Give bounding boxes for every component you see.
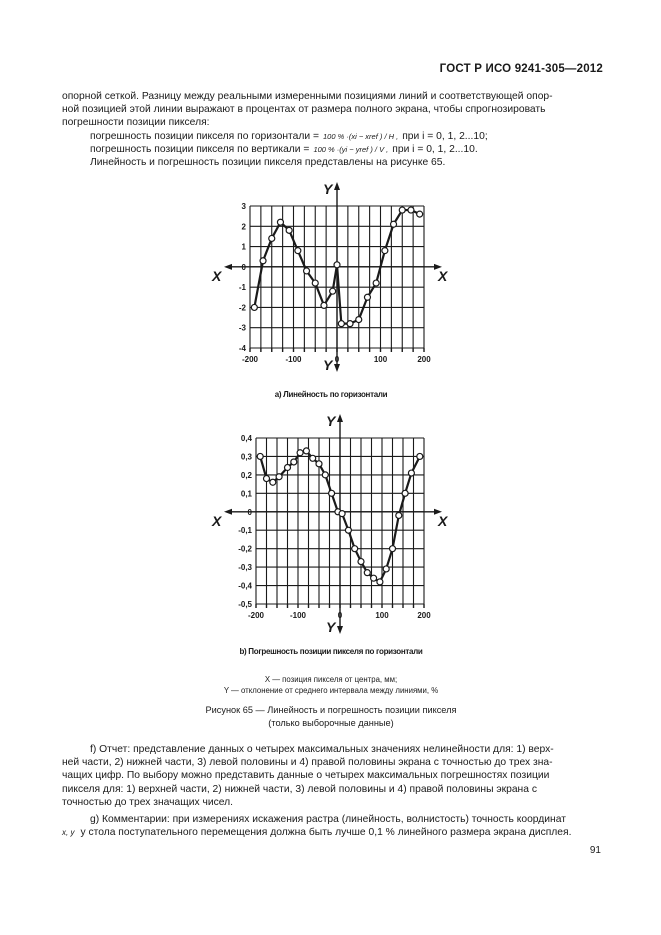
- intro-line: ной позицией этой линии выражают в процентах от размера полного экрана, чтобы спрогнозировать: [62, 104, 546, 116]
- formula-vertical: [62, 143, 600, 156]
- data-point: [402, 490, 408, 496]
- data-point: [408, 207, 414, 213]
- x-tick-label: 200: [417, 355, 431, 364]
- data-point: [316, 461, 322, 467]
- data-point: [297, 450, 303, 456]
- chart-b-caption: b) Погрешность позиции пикселя по горизонтали: [239, 647, 423, 656]
- x-tick-label: -100: [285, 355, 302, 364]
- data-point: [356, 317, 362, 323]
- formula-suffix: при i = 0, 1, 2...10;: [402, 130, 488, 142]
- data-point: [347, 321, 353, 327]
- para-line: f) Отчет: представление данных о четырех максимальных значениях нелинейности для: 1) верх-: [90, 744, 554, 755]
- data-point: [358, 559, 364, 565]
- data-point: [371, 575, 377, 581]
- data-point: [251, 304, 257, 310]
- y-tick-label: -3: [238, 323, 246, 333]
- para-line: ней части, 2) нижней части, 3) левой половины и 4) правой половины экрана с точностью до трех зна-: [62, 757, 553, 769]
- data-point: [338, 321, 344, 327]
- x-axis-label-right: X: [438, 267, 448, 284]
- data-point: [285, 465, 291, 471]
- x-axis-label-left: X: [212, 512, 222, 529]
- data-point: [364, 294, 370, 300]
- data-point: [408, 470, 414, 476]
- formula-label: погрешность позиции пикселя по вертикали =: [90, 143, 310, 155]
- data-point: [334, 262, 340, 268]
- paragraph-f: [62, 743, 600, 809]
- data-point: [417, 211, 423, 217]
- page-number: 91: [589, 845, 601, 856]
- x-tick-label: -100: [289, 611, 307, 620]
- y-axis-label-bottom: Y: [326, 619, 336, 635]
- y-axis-label-top: Y: [326, 413, 336, 429]
- formula-label: погрешность позиции пикселя по горизонтали =: [90, 130, 319, 142]
- data-point: [345, 527, 351, 533]
- data-point: [390, 546, 396, 552]
- para-text: у стола поступательного перемещения должна быть лучше 0,1 % линейного размера экрана дисплея.: [80, 827, 572, 839]
- x-axis-label-right: X: [438, 512, 448, 529]
- data-point: [291, 459, 297, 465]
- figure-subtitle: (только выборочные данные): [268, 718, 394, 728]
- data-point: [322, 472, 328, 478]
- data-point: [295, 248, 301, 254]
- x-tick-label: -200: [241, 355, 259, 364]
- intro-text: [62, 90, 600, 169]
- y-axis-arrow: [334, 182, 340, 190]
- y-tick-label: -0,1: [238, 526, 252, 536]
- y-tick-label: 0,3: [240, 452, 252, 462]
- figure-title: Рисунок 65 — Линейность и погрешность позиции пикселя: [205, 705, 457, 715]
- y-tick-label: 0: [241, 262, 246, 272]
- data-point: [329, 490, 335, 496]
- chart-position-error: [200, 410, 460, 650]
- x-tick-label: -200: [247, 611, 265, 620]
- data-point: [396, 512, 402, 518]
- data-point: [269, 235, 275, 241]
- data-point: [270, 479, 276, 485]
- formula-expression: 100 % ·(yi − yref ) / V ,: [313, 144, 389, 154]
- data-point: [264, 476, 270, 482]
- xy-symbol: x, y: [62, 828, 75, 838]
- chart-a-caption: а) Линейность по горизонтали: [274, 390, 388, 399]
- y-axis-arrow: [334, 364, 340, 372]
- x-axis-arrow: [224, 264, 232, 270]
- y-tick-label: -0,3: [238, 563, 252, 573]
- y-tick-label: 0,1: [240, 489, 252, 499]
- intro-line: погрешности позиции пикселя:: [62, 117, 210, 129]
- y-tick-label: 0: [247, 507, 252, 517]
- data-point: [399, 207, 405, 213]
- intro-line: Линейность и погрешность позиции пикселя представлены на рисунке 65.: [90, 157, 446, 169]
- data-point: [286, 227, 292, 233]
- figure-caption: [62, 704, 600, 730]
- y-axis-arrow: [337, 626, 343, 634]
- data-point: [330, 288, 336, 294]
- chart-linearity: [200, 178, 460, 388]
- y-axis-arrow: [337, 414, 343, 422]
- data-point: [321, 302, 327, 308]
- data-point: [303, 448, 309, 454]
- x-tick-label: 200: [417, 611, 431, 620]
- data-point: [277, 219, 283, 225]
- y-tick-label: -1: [238, 283, 246, 293]
- paragraph-g: [62, 813, 600, 839]
- data-point: [391, 221, 397, 227]
- y-tick-label: 0,4: [240, 434, 252, 443]
- data-point: [352, 546, 358, 552]
- para-line: точностью до трех значащих чисел.: [62, 796, 233, 808]
- data-point: [339, 511, 345, 517]
- para-line: пикселя для: 1) верхней части, 2) нижней части, 3) левой половины и 4) правой половины экрана с: [62, 783, 537, 795]
- x-axis-arrow: [224, 509, 232, 515]
- formula-suffix: при i = 0, 1, 2...10.: [392, 143, 478, 155]
- y-tick-label: -2: [238, 303, 246, 313]
- data-point: [382, 248, 388, 254]
- x-tick-label: 100: [373, 355, 388, 364]
- data-point: [383, 566, 389, 572]
- para-line: [62, 826, 600, 839]
- x-tick-label: 0: [334, 355, 340, 364]
- y-tick-label: 3: [241, 202, 246, 211]
- para-line: g) Комментарии: при измерениях искажения растра (линейность, волнистость) точность координат: [90, 814, 566, 825]
- y-axis-label-top: Y: [323, 181, 333, 197]
- formula-horizontal: [62, 130, 600, 143]
- para-line: чащих цифр. По выбору можно представить данные о четырех максимальных погрешностях позиции: [62, 770, 550, 782]
- data-point: [417, 453, 423, 459]
- formula-expression: 100 % ·(xi − xref ) / H ,: [323, 131, 399, 141]
- document-header: ГОСТ Р ИСО 9241-305—2012: [439, 63, 603, 75]
- y-tick-label: 0,2: [240, 470, 252, 480]
- x-axis-label-left: X: [212, 267, 222, 284]
- y-axis-label-bottom: Y: [323, 357, 333, 373]
- x-tick-label: 0: [337, 611, 343, 620]
- y-tick-label: -0,4: [238, 581, 252, 591]
- data-point: [373, 280, 379, 286]
- y-tick-label: -4: [238, 344, 246, 353]
- y-tick-label: -0,2: [238, 544, 252, 554]
- x-tick-label: 100: [375, 611, 389, 620]
- data-point: [257, 453, 263, 459]
- data-point: [276, 474, 282, 480]
- y-tick-label: -0,5: [238, 600, 252, 609]
- data-point: [364, 570, 370, 576]
- chart-b-svg: [200, 410, 460, 650]
- data-point: [312, 280, 318, 286]
- y-tick-label: 1: [241, 242, 246, 252]
- data-point: [260, 258, 266, 264]
- legend-x: X — позиция пикселя от центра, мм;: [264, 675, 398, 684]
- y-tick-label: 2: [241, 222, 246, 232]
- data-point: [304, 268, 310, 274]
- data-point: [310, 455, 316, 461]
- intro-line: опорной сеткой. Разницу между реальными измеренными позициями линий и соответствующей опор-: [62, 91, 553, 102]
- figure-legend: [62, 675, 600, 696]
- chart-a-svg: [200, 178, 460, 388]
- legend-y: Y — отклонение от среднего интервала между линиями, %: [223, 685, 439, 695]
- data-point: [377, 579, 383, 585]
